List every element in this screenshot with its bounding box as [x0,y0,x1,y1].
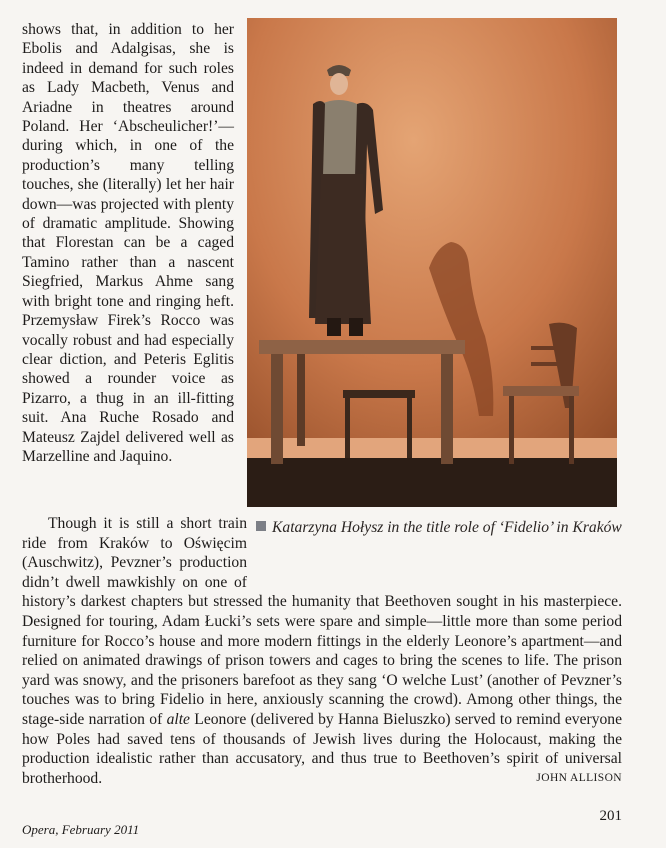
right-chair-seat [503,386,579,396]
stage-floor [247,458,617,507]
table-top [259,340,465,354]
article-full-column [22,514,622,788]
singer-boot-left [327,318,341,336]
right-chair-leg-2 [569,396,574,464]
left-chair-seat [343,390,415,398]
right-chair-leg [509,396,514,464]
singer-coat [315,174,371,324]
paragraph-2-italic: alte [166,710,190,728]
paragraph-2-text-a: Though it is still a short train ride from Kraków to Oświęcim (Auschwitz), Pevzner’s production didn’t dwell mawkishly on one of history’s darkest chapters but stressed the humanity that Beethoven sought in his masterpiece. Designed for touring, Adam Łucki’s sets were spare and simple—little more than some period furniture for Rocco’s house and more modern fittings in the elderly Leonore’s apartment—and relied on animated drawings of prison towers and cages to bring the scenes to life. The prison yard was snowy, and the prisoners barefoot as they sang ‘O welche Lust’ (another of Pevzner’s touches was to bring Fidelio in here, anxiously scanning the crowd). Among other things, the stage-side narration of [22,515,622,728]
article-left-column [22,20,234,466]
table-leg-back [297,354,305,446]
paragraph-2-text-b: Leonore (delivered by Hanna Bieluszko) served to remind everyone how Poles had saved tens of thousands of Jewish lives during the Holocaust, making the production idealistic rather than accusatory, and thus true to Beethoven’s spirit of universal brotherhood. [22,710,623,787]
table-leg-right [441,354,453,464]
table-leg-left [271,354,283,464]
page-number: 201 [599,808,622,824]
singer-head [330,73,348,95]
publication-footer: Opera, February 2011 [22,822,140,837]
singer-boot-right [349,318,363,336]
caption-wrap-spacer [247,514,622,591]
left-chair-leg [345,398,350,458]
left-chair-leg-2 [407,398,412,458]
article-paragraph-1: shows that, in addition to her Ebolis and Adalgisas, she is indeed in demand for such roles as Lady Macbeth, Venus and Ariadne in theatres around Poland. Her ‘Abscheulicher!’—during which, in one of the production’s many telling touches, she (literally) let her hair down—was projected with plenty of dramatic amplitude. Showing that Florestan can be a caged Tamino rather than a nascent Siegfried, Markus Ahme sang with bright tone and ringing heft. Przemysław Firek’s Rocco was vocally robust and had especially clear diction, and Peteris Eglitis showed a rounder voice as Pizarro, a thug in an ill-fitting suit. Ana Ruche Rosado and Mateusz Zajdel delivered well as Marzelline and Jaquino. [22,21,234,465]
author-byline: JOHN ALLISON [536,772,622,784]
production-photo [247,18,617,507]
caption-text: Katarzyna Hołysz in the title role of ‘Fidelio’ in Kraków [272,519,622,536]
